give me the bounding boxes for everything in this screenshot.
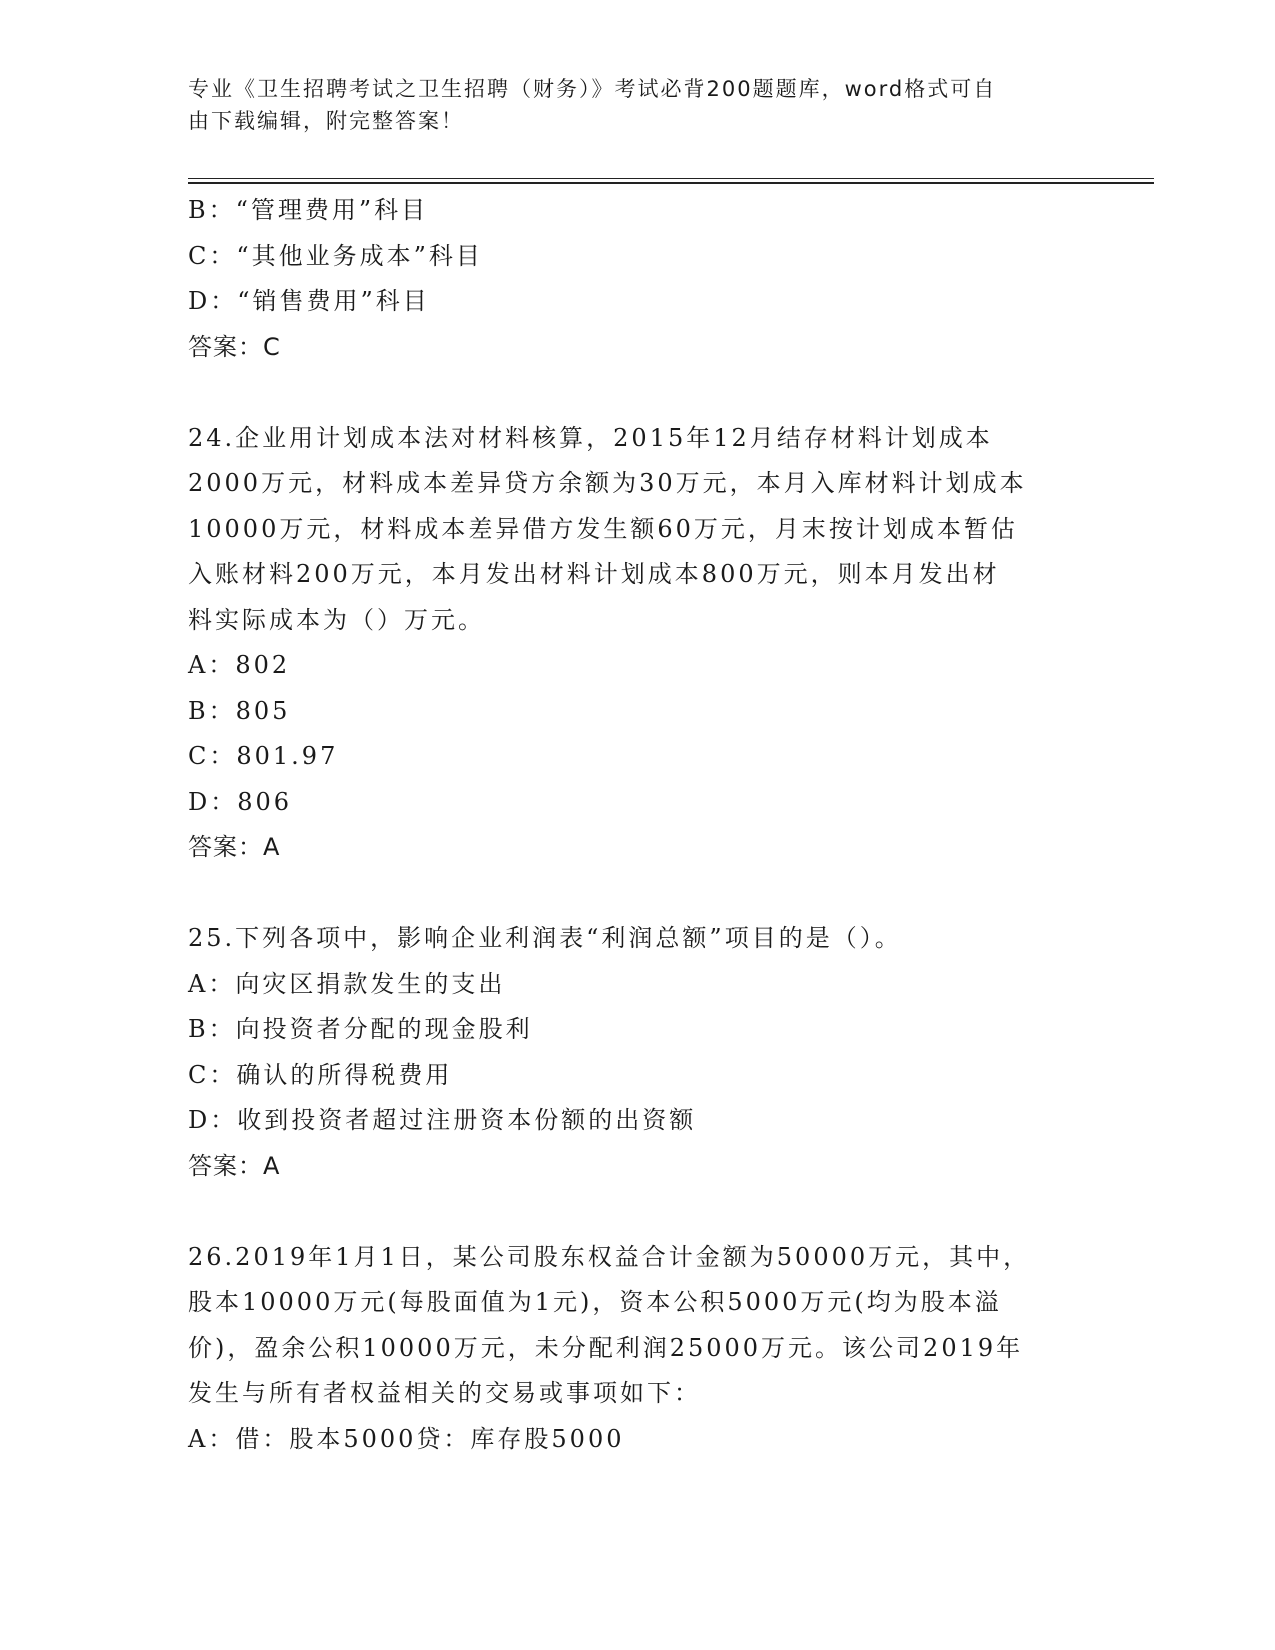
header-rule-thin bbox=[188, 178, 1154, 179]
q24-option-c: C：801.97 bbox=[188, 742, 339, 770]
question-content bbox=[188, 188, 1088, 1462]
header-line-1: 专业《卫生招聘考试之卫生招聘（财务）》考试必背200题题库，word格式可自 bbox=[188, 77, 997, 101]
header-line-2: 由下载编辑，附完整答案！ bbox=[188, 109, 464, 133]
q23-option-b: B：“管理费用”科目 bbox=[188, 196, 429, 224]
spacer bbox=[188, 1189, 1088, 1235]
q26-stem-line-1: 26.2019年1月1日，某公司股东权益合计金额为50000万元，其中， bbox=[188, 1242, 1031, 1271]
q25-answer: 答案：A bbox=[188, 1151, 281, 1180]
q25-option-b: B：向投资者分配的现金股利 bbox=[188, 1015, 533, 1043]
spacer bbox=[188, 370, 1088, 416]
q26-stem-line-2: 股本10000万元(每股面值为1元)，资本公积5000万元(均为股本溢 bbox=[188, 1288, 1002, 1316]
q25-stem: 25.下列各项中，影响企业利润表“利润总额”项目的是（）。 bbox=[188, 924, 902, 952]
q24-option-b: B：805 bbox=[188, 696, 291, 725]
q24-option-d: D：806 bbox=[188, 787, 293, 816]
q24-stem-line-2: 2000万元，材料成本差异贷方余额为30万元，本月入库材料计划成本 bbox=[188, 469, 1027, 497]
spacer bbox=[188, 871, 1088, 917]
q23-option-d: D：“销售费用”科目 bbox=[188, 287, 430, 315]
q24-option-a: A：802 bbox=[188, 651, 291, 679]
q26-stem-line-4: 发生与所有者权益相关的交易或事项如下： bbox=[188, 1379, 701, 1407]
document-header bbox=[188, 73, 1068, 137]
q24-stem-line-4: 入账材料200万元，本月发出材料计划成本800万元，则本月发出材 bbox=[188, 560, 1000, 588]
q24-stem-line-3: 10000万元，材料成本差异借方发生额60万元，月末按计划成本暂估 bbox=[188, 514, 1018, 543]
q26-option-a: A：借：股本5000贷：库存股5000 bbox=[188, 1424, 625, 1453]
q24-stem-line-5: 料实际成本为（）万元。 bbox=[188, 605, 485, 634]
q23-answer: 答案：C bbox=[188, 332, 281, 361]
q24-stem-line-1: 24.企业用计划成本法对材料核算，2015年12月结存材料计划成本 bbox=[188, 423, 993, 452]
q24-answer: 答案：A bbox=[188, 833, 281, 861]
q26-stem-line-3: 价)，盈余公积10000万元，未分配利润25000万元。该公司2019年 bbox=[188, 1333, 1024, 1362]
q25-option-a: A：向灾区捐款发生的支出 bbox=[188, 969, 506, 998]
header-rule-thick bbox=[188, 182, 1154, 184]
q25-option-d: D：收到投资者超过注册资本份额的出资额 bbox=[188, 1106, 697, 1134]
q25-option-c: C：确认的所得税费用 bbox=[188, 1060, 453, 1089]
q23-option-c: C：“其他业务成本”科目 bbox=[188, 241, 483, 270]
